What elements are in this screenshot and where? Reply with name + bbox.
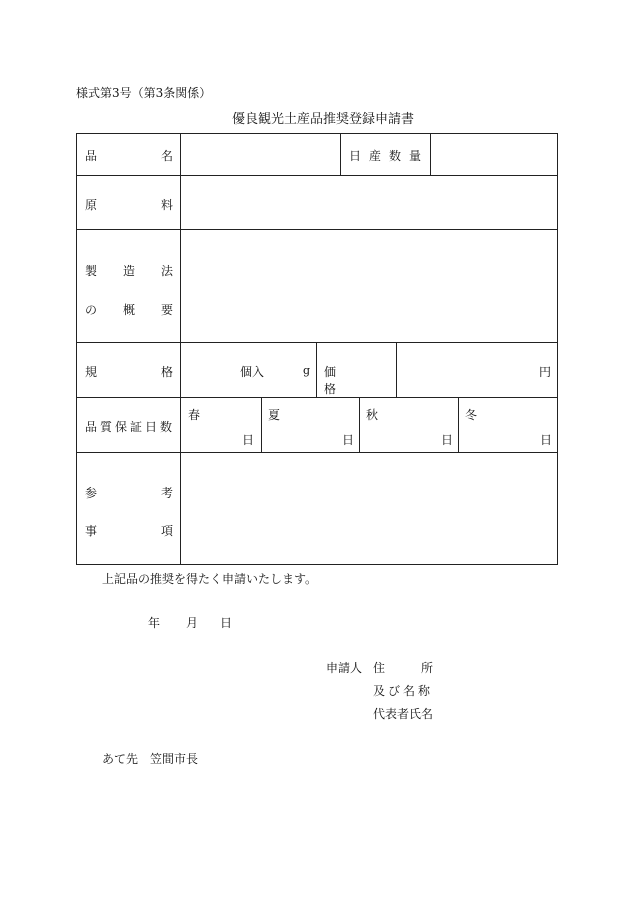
- row-method: [77, 230, 557, 343]
- label-daily-output: 日産数量: [349, 149, 430, 163]
- label-char: 格: [160, 365, 173, 379]
- label-char: 原: [85, 198, 98, 212]
- applicant-name-label: 及び名称: [373, 684, 434, 698]
- label-char: 品: [85, 149, 98, 163]
- label-price-text: 価格: [324, 365, 377, 396]
- date-month: 月: [186, 616, 199, 630]
- label-remarks-line1: [85, 484, 173, 501]
- season-spring-unit: 日: [242, 433, 255, 447]
- season-winter: 冬: [465, 408, 478, 422]
- form-number: 様式第3号（第3条関係）: [76, 86, 212, 100]
- price-field[interactable]: [397, 343, 557, 397]
- applicant-prefix: 申請人: [326, 661, 363, 675]
- applicant-representative-label: 代表者氏名: [373, 707, 434, 721]
- spec-gram-label: g: [303, 364, 311, 377]
- label-char: 参: [85, 486, 98, 500]
- season-summer-unit: 日: [342, 433, 355, 447]
- remarks-field[interactable]: [181, 453, 557, 563]
- page-title: 優良観光土産品推奨登録申請書: [232, 112, 415, 127]
- label-char: 項: [160, 524, 173, 538]
- label-method-line1: [85, 262, 173, 279]
- label-char: 名: [160, 149, 173, 163]
- label-char: 規: [85, 365, 98, 379]
- label-char: 事: [85, 524, 98, 538]
- method-field[interactable]: [181, 230, 557, 342]
- label-price: [324, 363, 390, 397]
- label-char: 製: [85, 264, 98, 278]
- label-ingredients: [85, 196, 173, 213]
- application-form-table: [76, 133, 558, 565]
- season-summer: 夏: [268, 408, 281, 422]
- request-statement: 上記品の推奨を得たく申請いたします。: [102, 572, 318, 586]
- date-day: 日: [220, 616, 233, 630]
- spec-unit-label: 個入: [240, 365, 265, 379]
- label-char: の: [85, 303, 98, 317]
- label-remarks-line2: [85, 522, 173, 539]
- label-char: 考: [160, 486, 173, 500]
- label-char: 造: [122, 264, 135, 278]
- label-method-line2: [85, 301, 173, 318]
- label-char: 法: [160, 264, 173, 278]
- applicant-address-label: [373, 659, 433, 676]
- daily-output-field[interactable]: [431, 134, 557, 175]
- label-char: 所: [420, 661, 433, 675]
- season-autumn-unit: 日: [441, 433, 454, 447]
- label-spec: [85, 363, 173, 380]
- label-guarantee: 品質保証日数: [85, 420, 176, 434]
- label-char: 住: [373, 661, 386, 675]
- season-spring: 春: [188, 408, 201, 422]
- row-remarks: [77, 453, 557, 564]
- date-year: 年: [148, 616, 161, 630]
- label-product-name: [85, 147, 173, 164]
- label-char: 料: [160, 198, 173, 212]
- row-guarantee: [77, 398, 557, 453]
- row-spec-price: [77, 343, 557, 398]
- row-ingredients: [77, 176, 557, 230]
- ingredients-field[interactable]: [181, 176, 557, 229]
- price-unit-label: 円: [539, 365, 552, 379]
- label-char: 要: [160, 303, 173, 317]
- label-char: 概: [122, 303, 135, 317]
- season-autumn: 秋: [366, 408, 379, 422]
- season-winter-unit: 日: [540, 433, 553, 447]
- row-product-name: [77, 134, 557, 176]
- addressee: あて先 笠間市長: [102, 752, 199, 766]
- product-name-field[interactable]: [181, 134, 341, 175]
